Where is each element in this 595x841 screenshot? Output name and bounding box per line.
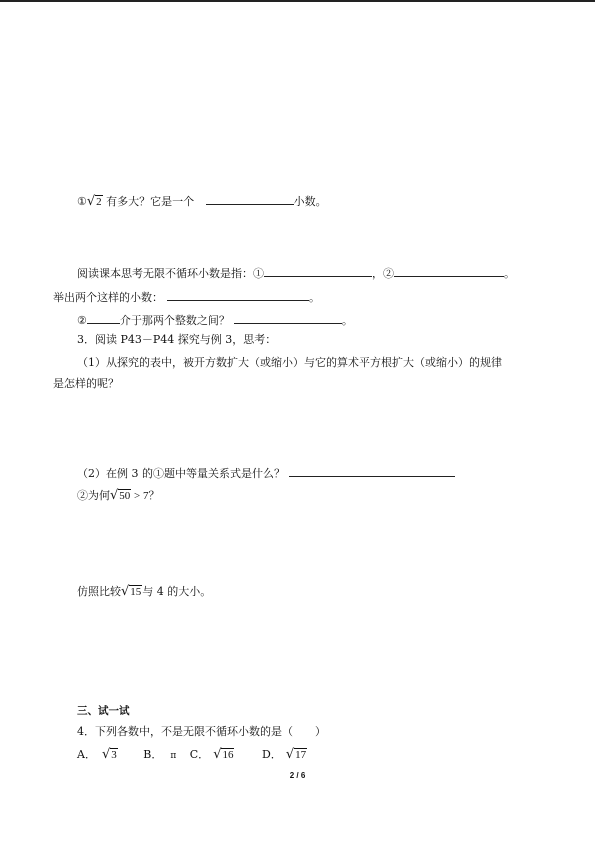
- circle-marker: ②: [77, 314, 87, 327]
- compare-line: [77, 585, 211, 599]
- question-text: 小数。: [293, 195, 327, 208]
- option-b-label: B．: [143, 748, 163, 761]
- option-a-label: A．: [77, 748, 96, 761]
- page-number: 2 / 6: [289, 771, 306, 780]
- reading-text: 。: [504, 267, 515, 280]
- question-2-line: [77, 312, 353, 328]
- options-line: [77, 748, 307, 763]
- option-d[interactable]: √17: [285, 747, 307, 762]
- item-3-intro: 3．阅读 P43－P44 探究与例 3，思考：: [77, 333, 277, 346]
- question-text: 有多大？它是一个: [106, 195, 195, 208]
- why-line: [77, 489, 160, 503]
- reading-text: ，②: [372, 267, 394, 280]
- question-4: 4．下列各数中，不是无限不循环小数的是（ ）: [77, 725, 326, 738]
- item-3-sub2: （2）在例 3 的①题中等量关系式是什么？: [77, 467, 285, 480]
- option-a[interactable]: √3: [101, 747, 117, 762]
- answer-blank[interactable]: [234, 312, 342, 324]
- sqrt-expression: √2: [86, 194, 102, 209]
- why-text: ②为何: [77, 489, 110, 502]
- circle-marker: ①: [77, 195, 87, 208]
- answer-blank[interactable]: [206, 193, 294, 205]
- item-3-sub1-cont: 是怎样的呢？: [53, 377, 119, 390]
- examples-text: 举出两个这样的小数：: [53, 291, 163, 304]
- section-heading: 三、试一试: [77, 705, 130, 717]
- answer-blank-2[interactable]: [394, 265, 504, 277]
- item-3-sub1: （1）从探究的表中，被开方数扩大（或缩小）与它的算术平方根扩大（或缩小）的规律: [77, 356, 502, 369]
- sqrt-expression: √50: [110, 488, 131, 503]
- question-1-line: [77, 193, 327, 209]
- examples-line: [53, 289, 320, 305]
- option-d-label: D．: [261, 748, 282, 761]
- question-text: 介于那两个整数之间？: [119, 314, 230, 327]
- option-c[interactable]: √16: [213, 747, 234, 762]
- why-text: > 7？: [131, 490, 160, 502]
- reading-text: 阅读课本思考无限不循环小数是指：①: [77, 267, 264, 280]
- sqrt-expression: √15: [121, 584, 142, 599]
- item-3-sub2-line: [77, 465, 455, 481]
- compare-text: 仿照比较: [77, 585, 121, 598]
- answer-blank-1[interactable]: [264, 265, 372, 277]
- compare-text: 与 4 的大小。: [142, 585, 212, 598]
- question-text: 。: [341, 314, 353, 327]
- option-b[interactable]: π: [170, 751, 177, 761]
- header-rule: [0, 0, 595, 2]
- answer-blank[interactable]: [87, 312, 120, 324]
- reading-line: [77, 265, 515, 281]
- examples-text: 。: [309, 291, 320, 304]
- examples-blank[interactable]: [167, 289, 309, 301]
- option-c-label: C．: [189, 748, 210, 761]
- answer-blank[interactable]: [289, 465, 455, 477]
